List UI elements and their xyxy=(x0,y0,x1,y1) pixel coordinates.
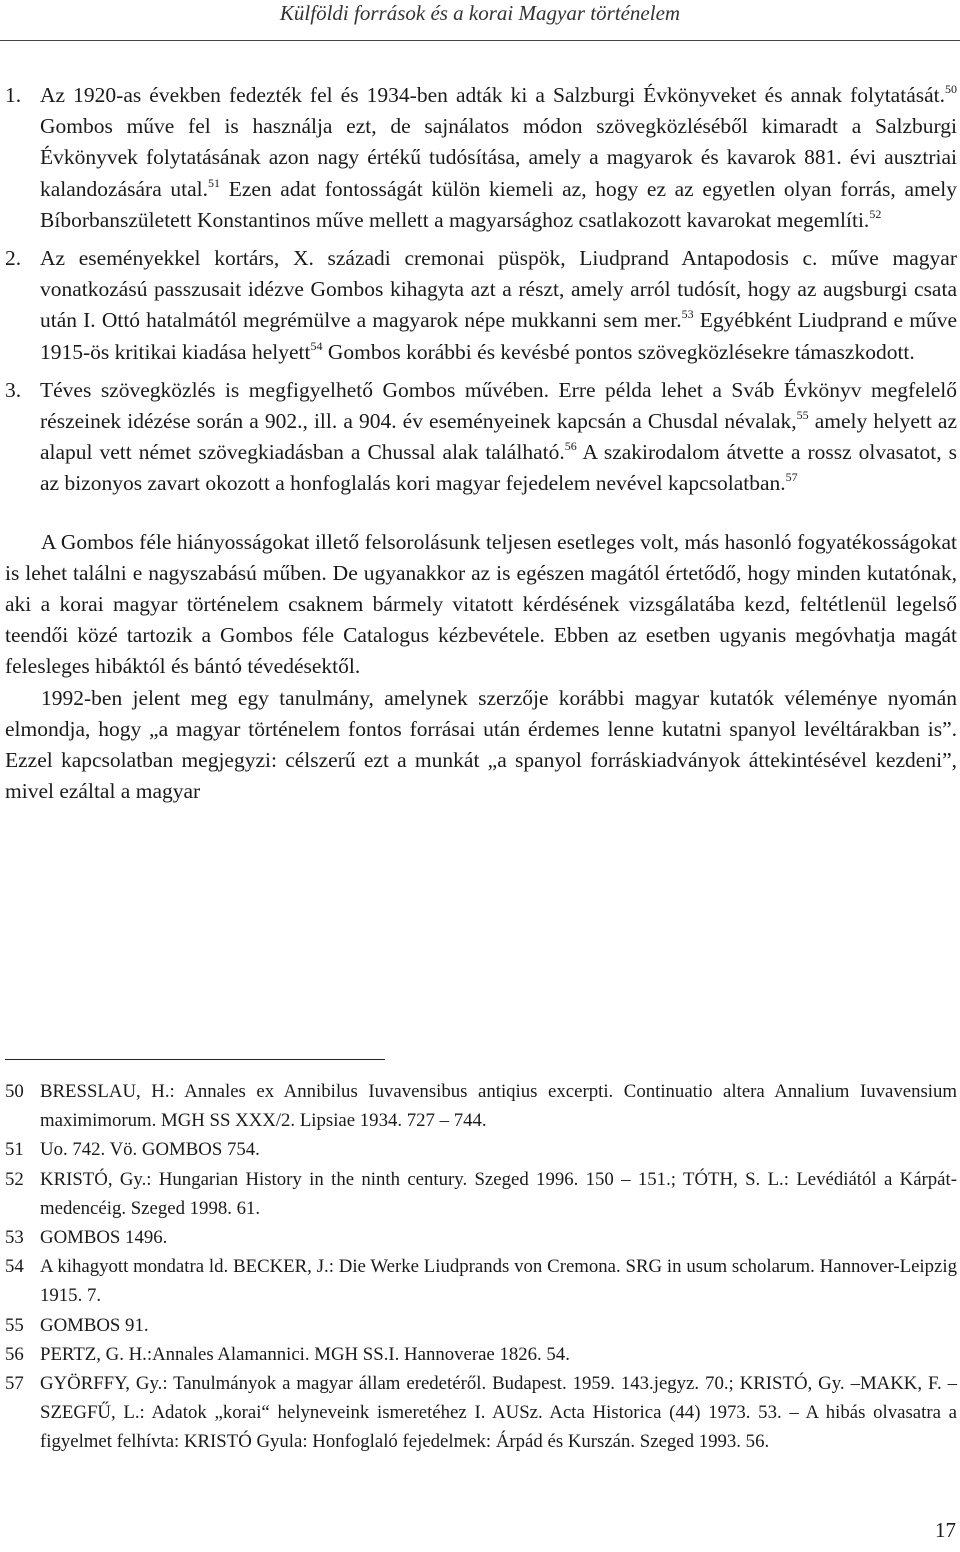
footnote-ref-51[interactable]: 51 xyxy=(208,175,221,190)
footnote-divider xyxy=(5,1059,385,1060)
footnote-52 xyxy=(5,1165,957,1223)
text-segment: amely helyett az alapul vett német szövegkiadásban a Chussal alak található. xyxy=(40,409,957,465)
body-paragraph-2: 1992-ben jelent meg egy tanulmány, amelynek szerzője korábbi magyar kutatók véleménye nyomán elmondja, hogy „a magyar történelem fontos forrásai után érdemes lenne kutatni spanyol levéltárakban is”. Ezzel kapcsolatban megjegyzi: célszerű ezt a munkát „a spanyol forráskiadványok áttekintésével kezdeni”, mivel ezáltal a magyar xyxy=(5,685,957,804)
footnote-51 xyxy=(5,1135,957,1164)
section-gap xyxy=(5,507,957,527)
footnote-50 xyxy=(5,1077,957,1135)
text-segment: Téves szövegközlés is megfigyelhető Gombos művében. Erre példa lehet a Sváb Évkönyv megfelelő részeinek idézése során a 902., ill. a 904. év eseményeinek kapcsán a Chusdal névalak, xyxy=(40,377,957,434)
list-item-text xyxy=(40,243,957,368)
footnotes xyxy=(5,1077,957,1457)
main-text xyxy=(5,80,957,807)
footnote-53 xyxy=(5,1223,957,1252)
footnote-number: 57 xyxy=(5,1373,24,1395)
footnote-number: 51 xyxy=(5,1139,24,1161)
text-segment: A szakirodalom átvette a rossz olvasatot, s az bizonyos zavart okozott a honfoglalás kori magyar fejedelem nevével kapcsolatban. xyxy=(40,440,957,496)
list-item-1 xyxy=(5,80,957,236)
list-item-text xyxy=(40,80,957,236)
list-item-number: 2. xyxy=(5,246,22,271)
text-segment: Az eseményekkel kortárs, X. századi cremonai püspök, Liudprand Antapodosis c. műve magyar vonatkozású passzusait idézve Gombos kihagyta azt a részt, amely arról tudósít, hogy az augsburgi csata után I. Ottó hatalmától megrémülve a magyarok népe mukkanni sem mer. xyxy=(40,246,957,333)
list-item-number: 3. xyxy=(5,377,22,402)
list-item-3 xyxy=(5,375,957,500)
footnote-number: 52 xyxy=(5,1168,24,1190)
footnote-text: GOMBOS 1496. xyxy=(40,1227,168,1249)
footnote-text: A kihagyott mondatra ld. BECKER, J.: Die Werke Liudprands von Cremona. SRG in usum scholarum. Hannover-Leipzig 1915. 7. xyxy=(40,1256,957,1307)
footnote-text: Uo. 742. Vö. GOMBOS 754. xyxy=(40,1139,260,1161)
running-header: Külföldi források és a korai Magyar történelem xyxy=(279,1,681,25)
footnote-ref-56[interactable]: 56 xyxy=(564,439,577,454)
list-item-number: 1. xyxy=(5,83,22,107)
text-segment: Ezen adat fontosságát külön kiemeli az, hogy ez az egyetlen olyan forrás, amely Bíborbanszületett Konstantinos műve mellett a magyarsághoz csatlakozott kavarokat megemlíti. xyxy=(40,176,957,232)
footnote-ref-53[interactable]: 53 xyxy=(681,307,694,322)
footnote-text: BRESSLAU, H.: Annales ex Annibilus Iuvavensibus antiqius excerpti. Continuatio altera Annalium Iuvavensium maximimorum. MGH SS XXX/2. Lipsiae 1934. 727 – 744. xyxy=(40,1081,957,1132)
footnote-55 xyxy=(5,1311,957,1340)
text-segment: Egyébként Liudprand e műve 1915-ös kritikai kiadása helyett xyxy=(40,308,958,364)
footnote-ref-54[interactable]: 54 xyxy=(310,338,323,353)
text-segment: Az 1920-as években fedezték fel és 1934-ben adták ki a Salzburgi Évkönyveket és annak folytatását. xyxy=(40,83,945,107)
footnote-number: 50 xyxy=(5,1081,24,1102)
footnote-56 xyxy=(5,1340,957,1369)
footnote-ref-55[interactable]: 55 xyxy=(796,408,809,423)
footnote-ref-57[interactable]: 57 xyxy=(785,470,798,485)
footnote-text: PERTZ, G. H.:Annales Alamannici. MGH SS.I. Hannoverae 1826. 54. xyxy=(40,1343,570,1365)
text-segment: Gombos műve fel is használja ezt, de sajnálatos módon szövegközléséből kimaradt a Salzburgi Évkönyvek folytatásának azon nagy értékű tudósítása, amely a magyarok és kavarok 881. évi ausztriai kalandozására utal. xyxy=(40,114,957,201)
text-segment: Gombos korábbi és kevésbé pontos szövegközlésekre támaszkodott. xyxy=(322,339,915,364)
footnote-54 xyxy=(5,1252,957,1310)
page-number: 17 xyxy=(935,1518,956,1542)
body-paragraph-1: A Gombos féle hiányosságokat illető felsorolásunk teljesen esetleges volt, más hasonló fogyatékosságokat is lehet találni e nagyszabású műben. De ugyanakkor az is egészen magától értetődő, hogy minden kutatónak, aki a korai magyar történelem csaknem bármely vitatott kérdésének vizsgálatába kezd, feltétlenül legelső teendői közé tartozik a Gombos féle Catalogus kézbevétele. Ebben az esetben ugyanis megóvhatja magát felesleges hibáktól és bántó tévedésektől. xyxy=(5,529,957,679)
header-divider xyxy=(0,40,960,41)
footnote-57 xyxy=(5,1369,957,1457)
footnote-ref-52[interactable]: 52 xyxy=(869,206,882,221)
footnote-number: 54 xyxy=(5,1256,24,1278)
footnote-text: GYÖRFFY, Gy.: Tanulmányok a magyar állam eredetéről. Budapest. 1959. 143.jegyz. 70.; KRISTÓ, Gy. –MAKK, F. – SZEGFŰ, L.: Adatok „korai“ helyneveink ismeretéhez I. AUSz. Acta Historica (44) 1973. 53. – A hibás olvasatra a figyelmet felhívta: KRISTÓ Gyula: Honfoglaló fejedelmek: Árpád és Kurszán. Szeged 1993. 56. xyxy=(40,1373,957,1453)
footnote-number: 55 xyxy=(5,1314,24,1336)
list-item-text xyxy=(40,375,957,500)
footnote-text: KRISTÓ, Gy.: Hungarian History in the ninth century. Szeged 1996. 150 – 151.; TÓTH, S. L.: Levédiától a Kárpát-medencéig. Szeged 1998. 61. xyxy=(40,1168,957,1219)
footnote-number: 56 xyxy=(5,1343,24,1365)
footnote-ref-50[interactable]: 50 xyxy=(945,82,957,96)
list-item-2 xyxy=(5,243,957,368)
footnote-text: GOMBOS 91. xyxy=(40,1314,149,1336)
footnote-number: 53 xyxy=(5,1227,24,1249)
